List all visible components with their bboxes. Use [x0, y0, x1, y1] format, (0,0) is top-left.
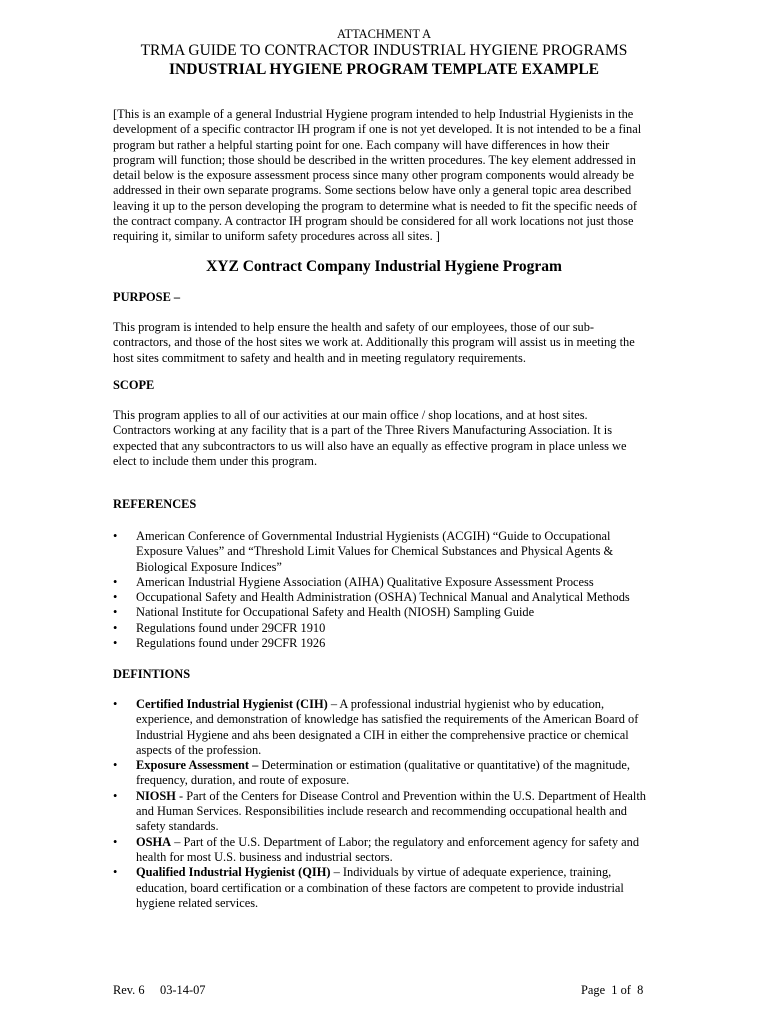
reference-text: Occupational Safety and Health Administration (OSHA) Technical Manual and Analytical Methods: [136, 590, 630, 605]
reference-text: Regulations found under 29CFR 1910: [136, 620, 326, 635]
definitions-heading: DEFINTIONS: [113, 667, 191, 681]
definition-text: – A professional industrial hygienist who by education, experience, and demonstration of knowledge has satisfied the requirements of the American Board of Industrial Hygiene and ahs been designated a CIH in either the comprehensive practice or chemical aspects of the profession.: [136, 697, 639, 757]
definition-text: – Part of the U.S. Department of Labor; the regulatory and enforcement agency for safety and health for most U.S. business and industrial sectors.: [136, 834, 640, 864]
list-item: [113, 865, 658, 911]
definition-term: Certified Industrial Hygienist (CIH): [136, 697, 328, 711]
definition-text: - Part of the Centers for Disease Control and Prevention within the U.S. Department of Health and Human Services. Responsibilities include research and recommending occupational health and safety standards.: [136, 788, 646, 834]
reference-text: National Institute for Occupational Safety and Health (NIOSH) Sampling Guide: [136, 605, 535, 620]
template-title: INDUSTRIAL HYGIENE PROGRAM TEMPLATE EXAMPLE: [168, 61, 600, 78]
attachment-label: ATTACHMENT A: [336, 27, 432, 41]
definitions-list: [113, 697, 658, 911]
bullet: •: [113, 605, 118, 620]
references-list: [113, 529, 658, 651]
bullet: •: [113, 529, 118, 543]
intro-paragraph: [This is an example of a general Industrial Hygiene program intended to help Industrial Hygienists in the development of a specific contractor IH program if one is not yet developed. It is not intended to be a final program but rather a helpful starting point for one. Each company will have differences in how their program will function; those should be described in the written procedures. The key element addressed in detail below is the exposure assessment process since many other program components would already be addressed in their own separate programs. Some sections below have only a general topic area described leaving it up to the person developing the program to determine what is needed to fit the specific needs of the contract company. A contractor IH program should be considered for all work locations not just those requiring it, similar to uniform safety procedures across all sites. ]: [113, 107, 642, 244]
reference-text: American Conference of Governmental Industrial Hygienists (ACGIH) “Guide to Occupational Exposure Values” and “Threshold Limit Values for Chemical Substances and Physical Agents & Biological Exposure Indices”: [136, 529, 614, 574]
scope-heading: SCOPE: [113, 378, 155, 392]
definition-text: – Individuals by virtue of adequate experience, training, education, board certification or a combination of these factors are competent to provide industrial hygiene related services.: [136, 865, 624, 910]
definition-term: OSHA: [136, 834, 172, 849]
list-item: [113, 758, 658, 789]
bullet: •: [113, 834, 118, 849]
bullet: •: [113, 788, 118, 803]
footer-page-number: Page 1 of 8: [581, 983, 644, 997]
program-title: XYZ Contract Company Industrial Hygiene Program: [206, 258, 562, 275]
definition-term: Exposure Assessment –: [136, 758, 259, 773]
bullet: •: [113, 574, 118, 589]
list-item: [113, 789, 658, 835]
list-item: [113, 621, 658, 636]
purpose-heading: PURPOSE –: [113, 290, 181, 304]
list-item: [113, 590, 658, 605]
reference-text: Regulations found under 29CFR 1926: [136, 636, 326, 651]
bullet: •: [113, 636, 118, 651]
guide-title: TRMA GUIDE TO CONTRACTOR INDUSTRIAL HYGIENE PROGRAMS: [140, 42, 628, 59]
definition-term: NIOSH: [136, 788, 176, 803]
list-item: [113, 529, 658, 575]
bullet: •: [113, 590, 118, 605]
references-heading: REFERENCES: [113, 497, 197, 511]
bullet: •: [113, 697, 118, 711]
reference-text: American Industrial Hygiene Association (AIHA) Qualitative Exposure Assessment Process: [136, 574, 594, 589]
bullet: •: [113, 758, 118, 773]
definition-term: Qualified Industrial Hygienist (QIH): [136, 865, 331, 880]
list-item: [113, 575, 658, 590]
bullet: •: [113, 865, 118, 880]
scope-paragraph: This program applies to all of our activities at our main office / shop locations, and at host sites. Contractors working at any facility that is a part of the Three Rivers Manufacturing Association. It is expected that any subcontractors to us will also have an equally as effective program in place unless we elect to include them under this program.: [113, 408, 627, 468]
list-item: [113, 697, 658, 758]
definition-text: Determination or estimation (qualitative or quantitative) of the magnitude, frequency, duration, and route of exposure.: [136, 758, 630, 788]
list-item: [113, 636, 658, 651]
bullet: •: [113, 620, 118, 635]
list-item: [113, 605, 658, 620]
purpose-paragraph: This program is intended to help ensure the health and safety of our employees, those of our sub- contractors, and those of the host sites we work at. Additionally this program will assist us in meeting the host sites commitment to safety and health and in meeting regulatory requirements.: [113, 320, 635, 365]
footer-revision: Rev. 6 03-14-07: [113, 983, 206, 997]
list-item: [113, 835, 658, 866]
